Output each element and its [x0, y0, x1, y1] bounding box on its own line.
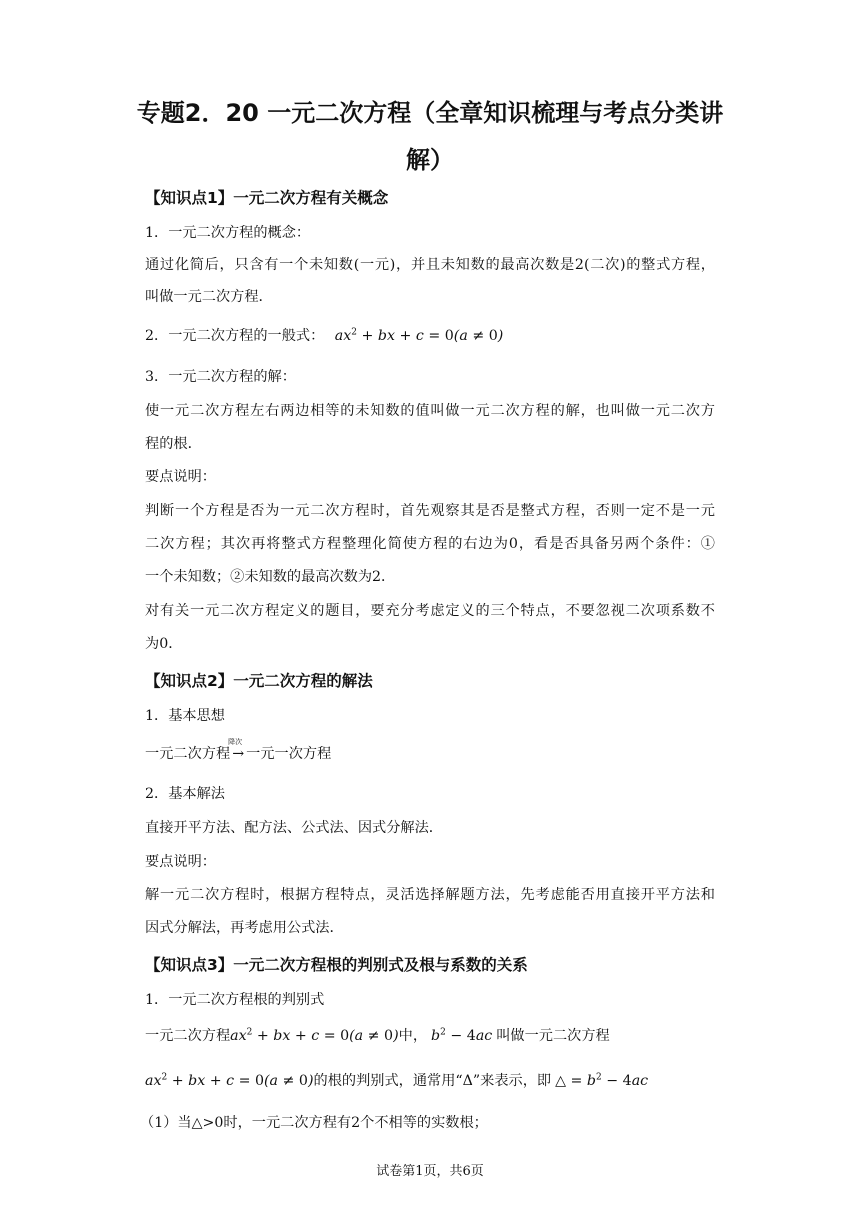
page-footer: 试卷第1页，共6页 — [376, 1164, 484, 1179]
k2-note-line-2: 因式分解法，再考虑用公式法． — [145, 920, 344, 936]
delta-definition: △ = $b^2 - 4ac$ — [555, 1072, 649, 1089]
k1-item-3: 3．一元二次方程的解： — [145, 369, 296, 385]
k2-idea-line — [145, 738, 332, 763]
k2-idea-right: 一元一次方程 — [246, 746, 332, 762]
k1-solution-line-1: 使一元二次方程左右两边相等的未知数的值叫做一元二次方程的解，也叫做一元二次方 — [145, 403, 715, 419]
k1-definition-line-2: 叫做一元二次方程． — [145, 289, 273, 305]
document-title-line-2: 解） — [406, 146, 454, 174]
k2-idea-left: 一元二次方程 — [145, 746, 231, 762]
k3-discriminant-line-2 — [145, 1070, 648, 1090]
k3-discriminant-line-1 — [145, 1025, 610, 1045]
section-heading-k3: 【知识点3】一元二次方程根的判别式及根与系数的关系 — [145, 956, 528, 974]
k2-note-label: 要点说明： — [145, 854, 216, 870]
section-heading-k2: 【知识点2】一元二次方程的解法 — [145, 672, 373, 690]
document-title-line-1: 专题2．20 一元二次方程（全章知识梳理与考点分类讲 — [136, 99, 724, 127]
reduce-degree-arrow — [228, 738, 246, 762]
k3-equation-formula: $ax^2$ + bx + c = 0(a ≠ 0) — [230, 1027, 399, 1044]
k1-general-form-line — [145, 325, 503, 345]
k1-solution-line-2: 程的根． — [145, 436, 202, 452]
k1-note-line-5: 为0． — [145, 636, 183, 652]
right-arrow-icon: → — [232, 746, 245, 762]
k1-note-line-2: 二次方程；其次再将整式方程整理化简使方程的右边为0，看是否具备另两个条件：① — [145, 536, 715, 552]
k3-line1-suffix: 叫做一元二次方程 — [496, 1028, 610, 1044]
k1-general-form-label: 2．一元二次方程的一般式： — [145, 328, 325, 344]
k2-item-1: 1．基本思想 — [145, 708, 225, 724]
k3-equation-formula-2: $ax^2$ + bx + c = 0(a ≠ 0) — [145, 1072, 314, 1089]
k2-item-2: 2．基本解法 — [145, 786, 225, 802]
section-heading-k1: 【知识点1】一元二次方程有关概念 — [145, 189, 389, 207]
discriminant-expression: $b^2 - 4ac$ — [431, 1027, 493, 1044]
k3-item-1: 1．一元二次方程根的判别式 — [145, 992, 325, 1008]
k3-case-1: （1）当△>0时，一元二次方程有2个不相等的实数根； — [140, 1115, 488, 1131]
k1-note-line-4: 对有关一元二次方程定义的题目，要充分考虑定义的三个特点，不要忽视二次项系数不 — [145, 603, 715, 619]
k2-note-line-1: 解一元二次方程时，根据方程特点，灵活选择解题方法，先考虑能否用直接开平方法和 — [145, 887, 715, 903]
k1-item-1: 1．一元二次方程的概念： — [145, 225, 311, 241]
k1-note-label: 要点说明： — [145, 469, 216, 485]
reduce-degree-label: 降次 — [228, 738, 243, 746]
k1-note-line-1: 判断一个方程是否为一元二次方程时，首先观察其是否是整式方程，否则一定不是一元 — [145, 503, 715, 519]
delta-symbol: Δ — [462, 1073, 473, 1089]
general-form-formula: $ax^2$ + bx + c = 0(a ≠ 0) — [334, 327, 504, 344]
k3-line2-mid: 的根的判别式，通常用“ — [313, 1073, 463, 1089]
k1-note-line-3: 一个未知数；②未知数的最高次数为2． — [145, 569, 396, 585]
k3-line1-mid: 中， — [398, 1028, 428, 1044]
k3-line1-prefix: 一元二次方程 — [145, 1028, 231, 1044]
k2-methods: 直接开平方法、配方法、公式法、因式分解法． — [145, 820, 443, 836]
k1-definition-line-1: 通过化简后，只含有一个未知数(一元)，并且未知数的最高次数是2(二次)的整式方程， — [145, 257, 715, 273]
k3-line2-end: ”来表示，即 — [472, 1073, 552, 1089]
